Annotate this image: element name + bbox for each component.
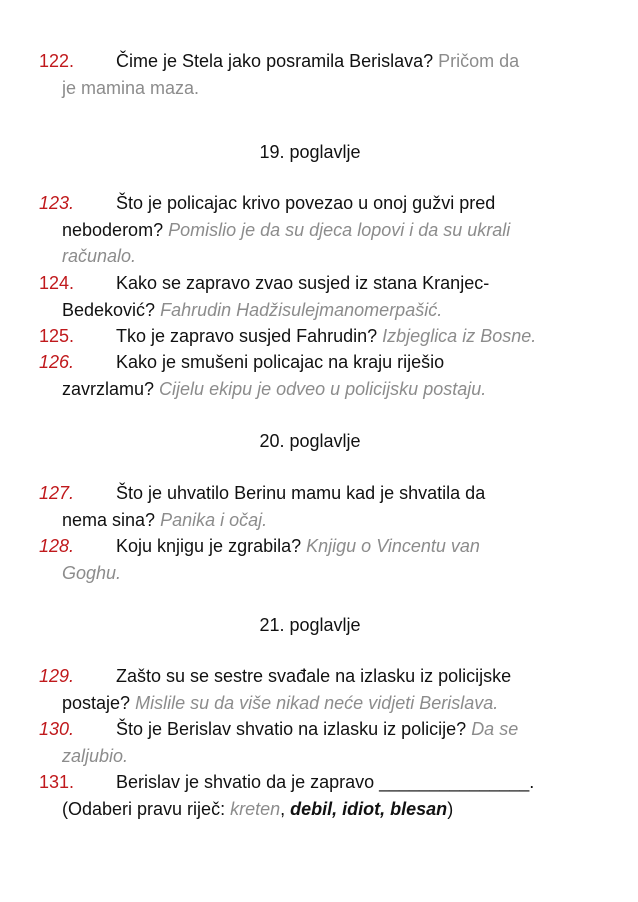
question-text: Što je policajac krivo povezao u onoj gužvi pred bbox=[116, 193, 496, 213]
question-122 bbox=[39, 48, 579, 101]
question-text: Što je uhvatilo Berinu mamu kad je shvatila da bbox=[116, 483, 486, 503]
separator: , bbox=[280, 798, 286, 819]
question-number: 127. bbox=[39, 483, 75, 503]
question-128 bbox=[39, 533, 579, 586]
answer-text: Pričom da bbox=[438, 51, 520, 71]
answer-text: Goghu. bbox=[62, 562, 122, 583]
question-125 bbox=[39, 323, 579, 350]
question-number: 123. bbox=[39, 193, 75, 213]
question-number: 124. bbox=[39, 273, 75, 293]
question-number: 129. bbox=[39, 666, 75, 686]
question-126 bbox=[39, 349, 579, 402]
choice-option: kreten bbox=[230, 798, 281, 819]
answer-text: zaljubio. bbox=[62, 745, 129, 766]
question-text: Kako je smušeni policajac na kraju riješio bbox=[116, 352, 445, 372]
question-129 bbox=[39, 663, 579, 716]
chapter-heading: 19. poglavlje bbox=[259, 142, 361, 162]
question-text: Tko je zapravo susjed Fahrudin? bbox=[116, 326, 378, 346]
question-123 bbox=[39, 190, 579, 270]
question-text: Kako se zapravo zvao susjed iz stana Kranjec- bbox=[116, 273, 490, 293]
question-number: 122. bbox=[39, 51, 75, 71]
closing-paren: ) bbox=[447, 798, 454, 819]
question-text: nema sina? bbox=[62, 509, 156, 530]
question-text: Čime je Stela jako posramila Berislava? bbox=[116, 51, 434, 71]
question-130 bbox=[39, 716, 579, 769]
question-number: 130. bbox=[39, 719, 75, 739]
question-text: Zašto su se sestre svađale na izlasku iz policijske bbox=[116, 666, 512, 686]
question-text: Koju knjigu je zgrabila? bbox=[116, 536, 302, 556]
question-131 bbox=[39, 769, 579, 822]
question-text: zavrzlamu? bbox=[62, 378, 155, 399]
answer-text: Cijelu ekipu je odveo u policijsku postaju. bbox=[159, 378, 487, 399]
question-number: 128. bbox=[39, 536, 75, 556]
question-number: 126. bbox=[39, 352, 75, 372]
choice-prompt: (Odaberi pravu riječ: bbox=[62, 798, 226, 819]
answer-text: Fahrudin Hadžisulejmanomerpašić. bbox=[160, 299, 443, 320]
question-text: Berislav je shvatio da je zapravo _______________. bbox=[116, 772, 535, 792]
question-number: 131. bbox=[39, 772, 75, 792]
answer-text: Knjigu o Vincentu van bbox=[306, 536, 480, 556]
answer-text: računalo. bbox=[62, 246, 137, 266]
answer-text: Mislile su da više nikad neće vidjeti Berislava. bbox=[135, 692, 499, 713]
question-text: neboderom? bbox=[62, 219, 164, 240]
question-text: postaje? bbox=[62, 692, 131, 713]
chapter-heading: 20. poglavlje bbox=[259, 431, 361, 451]
question-number: 125. bbox=[39, 326, 75, 346]
answer-text: Panika i očaj. bbox=[160, 509, 268, 530]
answer-text: Izbjeglica iz Bosne. bbox=[382, 326, 537, 346]
choice-option: debil, idiot, blesan bbox=[290, 798, 448, 819]
question-text: Bedeković? bbox=[62, 299, 156, 320]
answer-text: je mamina maza. bbox=[62, 77, 200, 98]
question-124 bbox=[39, 270, 579, 323]
question-127 bbox=[39, 480, 579, 533]
chapter-heading: 21. poglavlje bbox=[259, 615, 361, 635]
answer-text: Da se bbox=[471, 719, 519, 739]
question-text: Što je Berislav shvatio na izlasku iz policije? bbox=[116, 719, 467, 739]
answer-text: Pomislio je da su djeca lopovi i da su ukrali bbox=[168, 219, 511, 240]
